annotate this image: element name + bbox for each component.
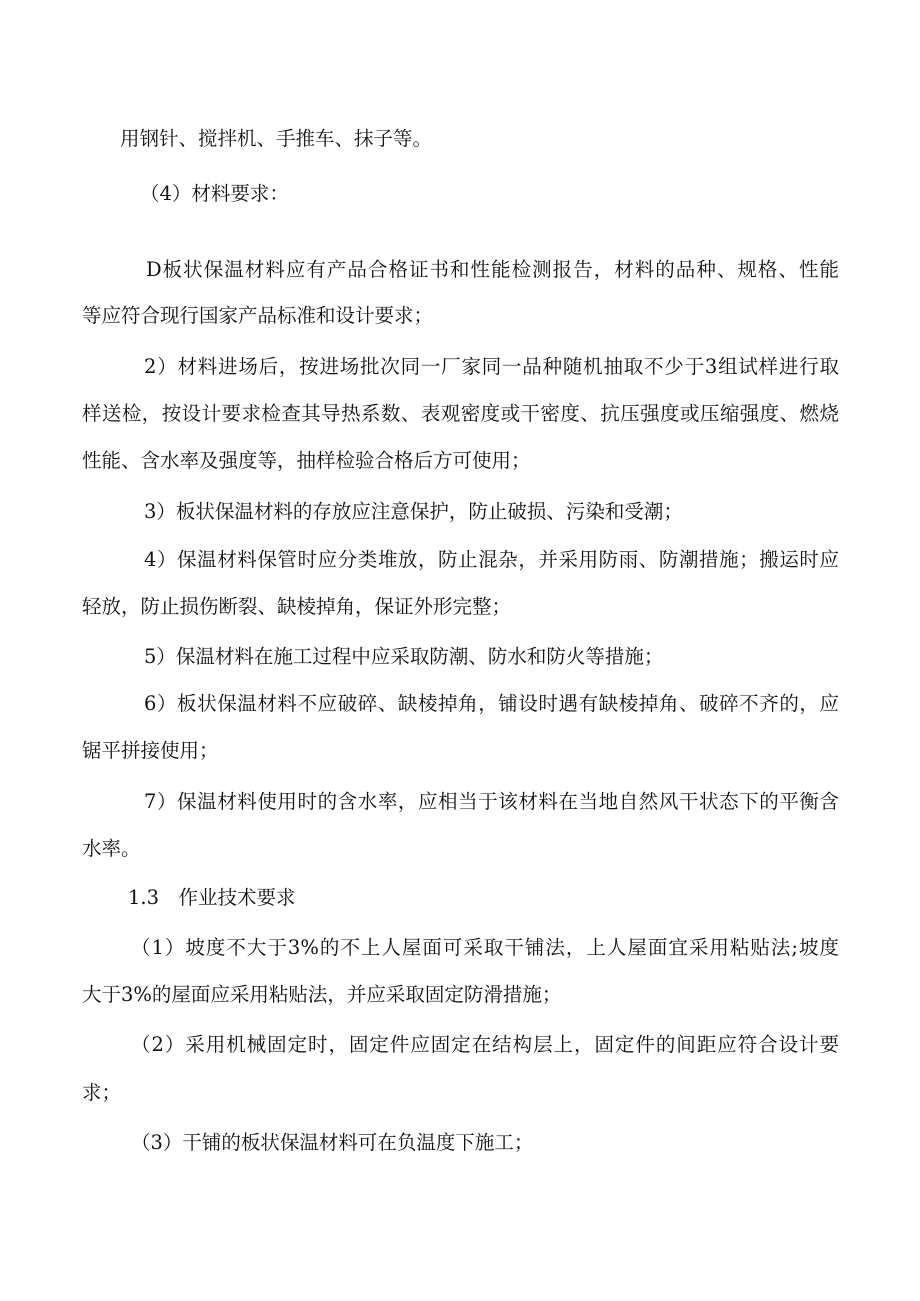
material-item-2-line-3: 性能、含水率及强度等，抽样检验合格后方可使用；	[82, 449, 531, 472]
technical-item-2-line-2: 求；	[82, 1081, 122, 1104]
material-item-5: 5）保温材料在施工过程中应采取防潮、防水和防火等措施；	[144, 645, 664, 668]
material-item-7-line-2: 水率。	[82, 837, 141, 860]
material-item-6-line-2: 锯平拼接使用；	[82, 739, 219, 762]
technical-item-1-line-1: （1）坡度不大于3%的不上人屋面可采取干铺法，上人屋面宜采用粘贴法;坡度	[131, 936, 839, 959]
material-item-2-line-1: 2）材料进场后，按进场批次同一厂家同一品种随机抽取不少于3组试样进行取	[144, 355, 839, 378]
material-item-1-line-1: D板状保温材料应有产品合格证书和性能检测报告，材料的品种、规格、性能	[146, 258, 839, 281]
technical-item-3: （3）干铺的板状保温材料可在负温度下施工；	[131, 1131, 534, 1154]
material-item-4-line-1: 4）保温材料保管时应分类堆放，防止混杂，并采用防雨、防潮措施；搬运时应	[144, 548, 839, 571]
technical-item-1-line-2: 大于3%的屋面应采用粘贴法，并应采取固定防滑措施；	[82, 983, 562, 1006]
technical-item-2-line-1: （2）采用机械固定时，固定件应固定在结构层上，固定件的间距应符合设计要	[131, 1033, 839, 1056]
material-item-3: 3）板状保温材料的存放应注意保护，防止破损、污染和受潮；	[144, 500, 683, 523]
material-item-1-line-2: 等应符合现行国家产品标准和设计要求；	[82, 304, 434, 327]
paragraph-tools-continuation: 用钢针、搅拌机、手推车、抹子等。	[120, 127, 433, 150]
material-requirements-heading: （4）材料要求：	[140, 182, 289, 205]
material-item-2-line-2: 样送检，按设计要求检查其导热系数、表观密度或干密度、抗压强度或压缩强度、燃烧	[82, 402, 839, 425]
material-item-6-line-1: 6）板状保温材料不应破碎、缺棱掉角，铺设时遇有缺棱掉角、破碎不齐的，应	[144, 692, 839, 715]
material-item-7-line-1: 7）保温材料使用时的含水率，应相当于该材料在当地自然风干状态下的平衡含	[144, 790, 839, 813]
section-heading-1-3: 1.3 作业技术要求	[128, 886, 296, 909]
material-item-4-line-2: 轻放，防止损伤断裂、缺棱掉角，保证外形完整；	[82, 595, 512, 618]
